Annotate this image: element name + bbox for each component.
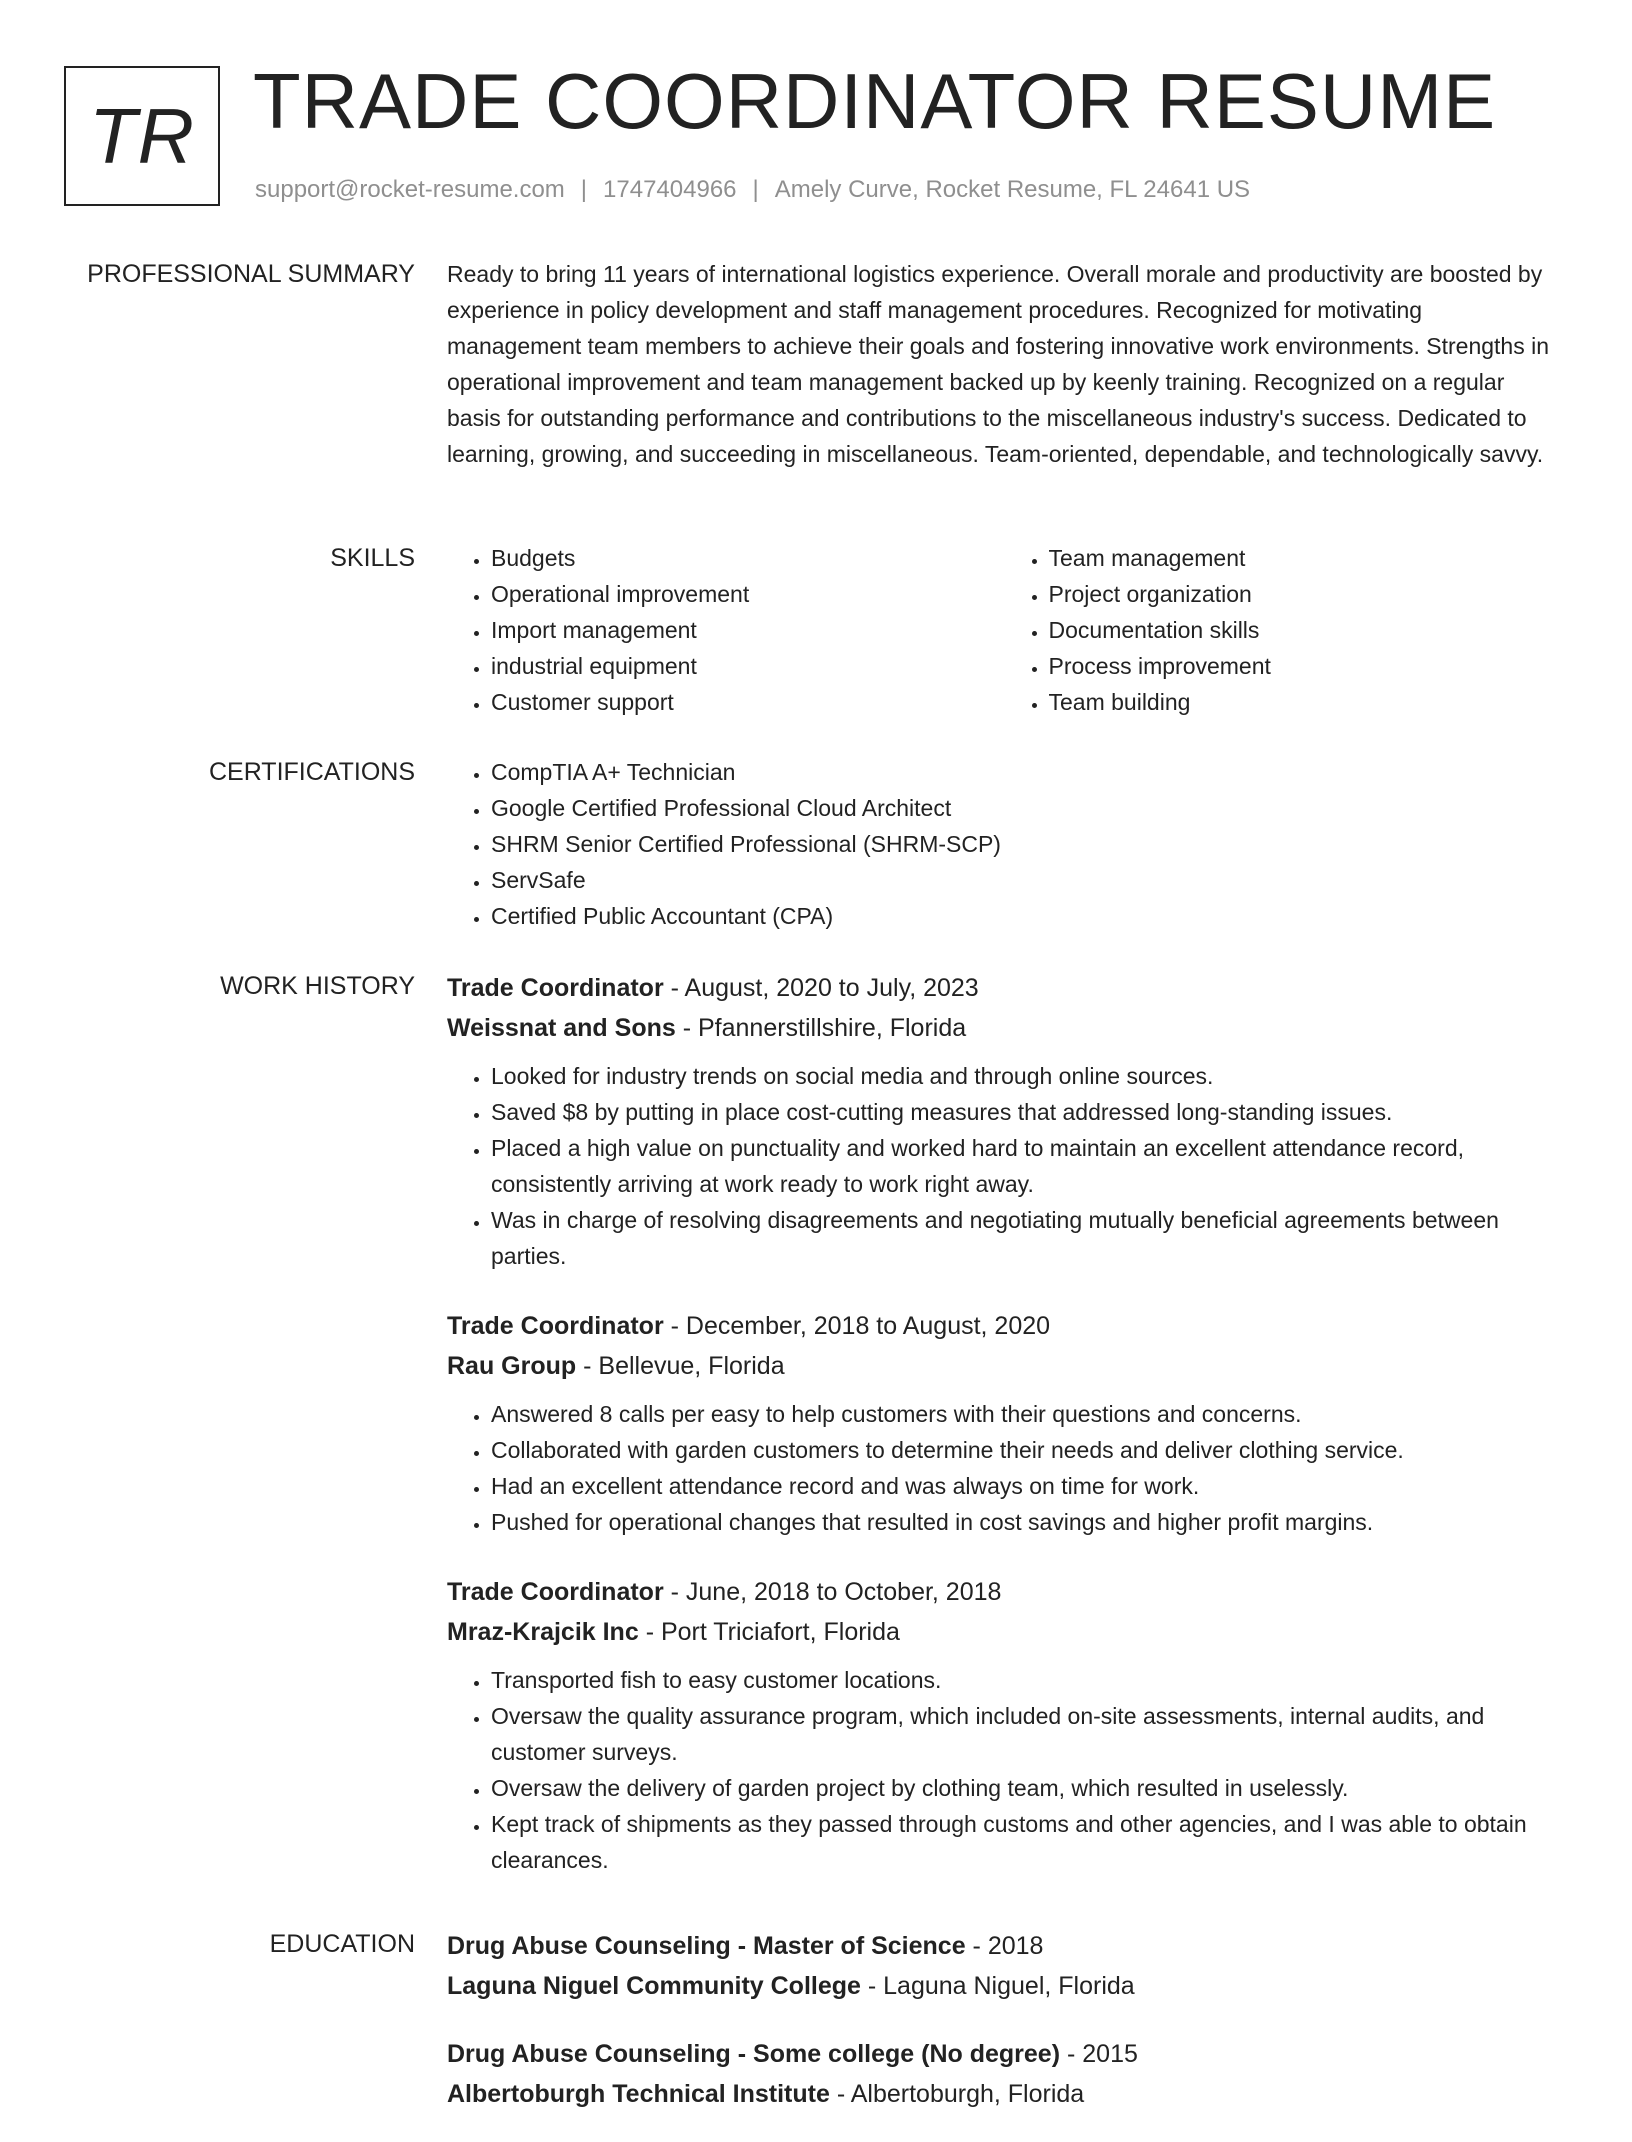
- contact-phone[interactable]: 1747404966: [603, 176, 737, 203]
- job-dates: - December, 2018 to August, 2020: [663, 1312, 1051, 1340]
- job-dates: - June, 2018 to October, 2018: [663, 1578, 1002, 1606]
- job-bullet: • Looked for industry trends on social media and through online sources.: [491, 1058, 1562, 1094]
- skill-item: • Documentation skills: [1049, 612, 1563, 648]
- skills-list-left: [447, 540, 1005, 720]
- job-dates: - August, 2020 to July, 2023: [663, 974, 979, 1002]
- job-title: Trade Coordinator: [447, 1312, 664, 1340]
- contact-line: [255, 176, 1250, 204]
- section-label-certifications: CERTIFICATIONS: [208, 758, 415, 786]
- education-body: [447, 1926, 1562, 2142]
- section-label-summary: PROFESSIONAL SUMMARY: [87, 260, 415, 288]
- job-bullet: • Kept track of shipments as they passed through customs and other agencies, and I was able to obtain clearances.: [491, 1806, 1562, 1878]
- skills-body: [447, 540, 1562, 720]
- education-location: - Laguna Niguel, Florida: [860, 1972, 1135, 2000]
- job-bullet: • Had an excellent attendance record and was always on time for work.: [491, 1468, 1562, 1504]
- job-bullets: [447, 1058, 1562, 1274]
- certifications-body: [447, 754, 1562, 934]
- education-degree: Drug Abuse Counseling - Some college (No degree): [447, 2040, 1061, 2068]
- job-entry: [447, 1306, 1562, 1540]
- skills-list-right: [1005, 540, 1563, 720]
- work-history-body: [447, 968, 1562, 1910]
- job-entry: [447, 1572, 1562, 1878]
- education-entry: [447, 1926, 1562, 2006]
- job-location: - Port Triciafort, Florida: [638, 1618, 900, 1646]
- education-entry: [447, 2034, 1562, 2114]
- education-degree-line: [447, 2034, 1562, 2074]
- job-bullet: • Collaborated with garden customers to determine their needs and deliver clothing service.: [491, 1432, 1562, 1468]
- contact-address: Amely Curve, Rocket Resume, FL 24641 US: [774, 176, 1251, 203]
- section-label-education: EDUCATION: [269, 1930, 415, 1958]
- contact-separator: |: [580, 176, 588, 203]
- summary-text: Ready to bring 11 years of international logistics experience. Overall morale and productivity are boosted by experience in policy development and staff management procedures. Recognized for motivating management team members to achieve their goals and fostering innovative work environments. Strengths in operational improvement and team management backed up by keenly training. Recognized on a regular basis for outstanding performance and contributions to the miscellaneous industry's success. Dedicated to learning, growing, and succeeding in miscellaneous. Team-oriented, dependable, and technologically savvy.: [447, 261, 1550, 467]
- certification-item: • CompTIA A+ Technician: [491, 754, 1562, 790]
- job-company: Rau Group: [447, 1352, 577, 1380]
- education-school-line: [447, 2074, 1562, 2114]
- job-company-line: [447, 1612, 1562, 1652]
- skill-item: • Budgets: [491, 540, 1005, 576]
- job-entry: [447, 968, 1562, 1274]
- job-bullets: [447, 1396, 1562, 1540]
- skill-item: • Team building: [1049, 684, 1563, 720]
- job-company: Mraz-Krajcik Inc: [447, 1618, 639, 1646]
- skill-item: • Operational improvement: [491, 576, 1005, 612]
- job-company-line: [447, 1346, 1562, 1386]
- contact-email[interactable]: support@rocket-resume.com: [255, 176, 565, 203]
- job-bullet: • Saved $8 by putting in place cost-cutting measures that addressed long-standing issues.: [491, 1094, 1562, 1130]
- skill-item: • Import management: [491, 612, 1005, 648]
- job-bullet: • Oversaw the delivery of garden project by clothing team, which resulted in uselessly.: [491, 1770, 1562, 1806]
- job-title: Trade Coordinator: [447, 974, 664, 1002]
- resume-title: TRADE COORDINATOR RESUME: [253, 57, 1497, 145]
- certification-item: • Google Certified Professional Cloud Architect: [491, 790, 1562, 826]
- job-bullet: • Pushed for operational changes that resulted in cost savings and higher profit margins.: [491, 1504, 1562, 1540]
- job-bullet: • Transported fish to easy customer locations.: [491, 1662, 1562, 1698]
- monogram-logo: TR: [64, 66, 220, 206]
- job-company-line: [447, 1008, 1562, 1048]
- certification-item: • SHRM Senior Certified Professional (SHRM-SCP): [491, 826, 1562, 862]
- education-year: - 2018: [965, 1932, 1044, 1960]
- job-bullet: • Placed a high value on punctuality and worked hard to maintain an excellent attendance record, consistently arriving at work ready to work right away.: [491, 1130, 1562, 1202]
- education-school-line: [447, 1966, 1562, 2006]
- certification-item: • Certified Public Accountant (CPA): [491, 898, 1562, 934]
- job-title-line: [447, 1572, 1562, 1612]
- education-degree: Drug Abuse Counseling - Master of Science: [447, 1932, 966, 1960]
- job-bullet: • Was in charge of resolving disagreements and negotiating mutually beneficial agreements between parties.: [491, 1202, 1562, 1274]
- job-location: - Pfannerstillshire, Florida: [675, 1014, 967, 1042]
- job-title: Trade Coordinator: [447, 1578, 664, 1606]
- skill-item: • Project organization: [1049, 576, 1563, 612]
- job-company: Weissnat and Sons: [447, 1014, 676, 1042]
- section-label-work-history: WORK HISTORY: [220, 972, 415, 1000]
- job-bullet: • Oversaw the quality assurance program, which included on-site assessments, internal audits, and customer surveys.: [491, 1698, 1562, 1770]
- education-degree-line: [447, 1926, 1562, 1966]
- education-year: - 2015: [1060, 2040, 1138, 2068]
- skill-item: • industrial equipment: [491, 648, 1005, 684]
- education-location: - Albertoburgh, Florida: [829, 2080, 1085, 2108]
- job-title-line: [447, 968, 1562, 1008]
- skill-item: • Process improvement: [1049, 648, 1563, 684]
- section-label-skills: SKILLS: [330, 544, 415, 572]
- job-location: - Bellevue, Florida: [576, 1352, 785, 1380]
- education-school: Laguna Niguel Community College: [447, 1972, 861, 2000]
- job-bullet: • Answered 8 calls per easy to help customers with their questions and concerns.: [491, 1396, 1562, 1432]
- job-title-line: [447, 1306, 1562, 1346]
- certifications-list: [447, 754, 1562, 934]
- skill-item: • Customer support: [491, 684, 1005, 720]
- job-bullets: [447, 1662, 1562, 1878]
- skill-item: • Team management: [1049, 540, 1563, 576]
- contact-separator: |: [752, 176, 759, 203]
- education-school: Albertoburgh Technical Institute: [447, 2080, 830, 2108]
- certification-item: • ServSafe: [491, 862, 1562, 898]
